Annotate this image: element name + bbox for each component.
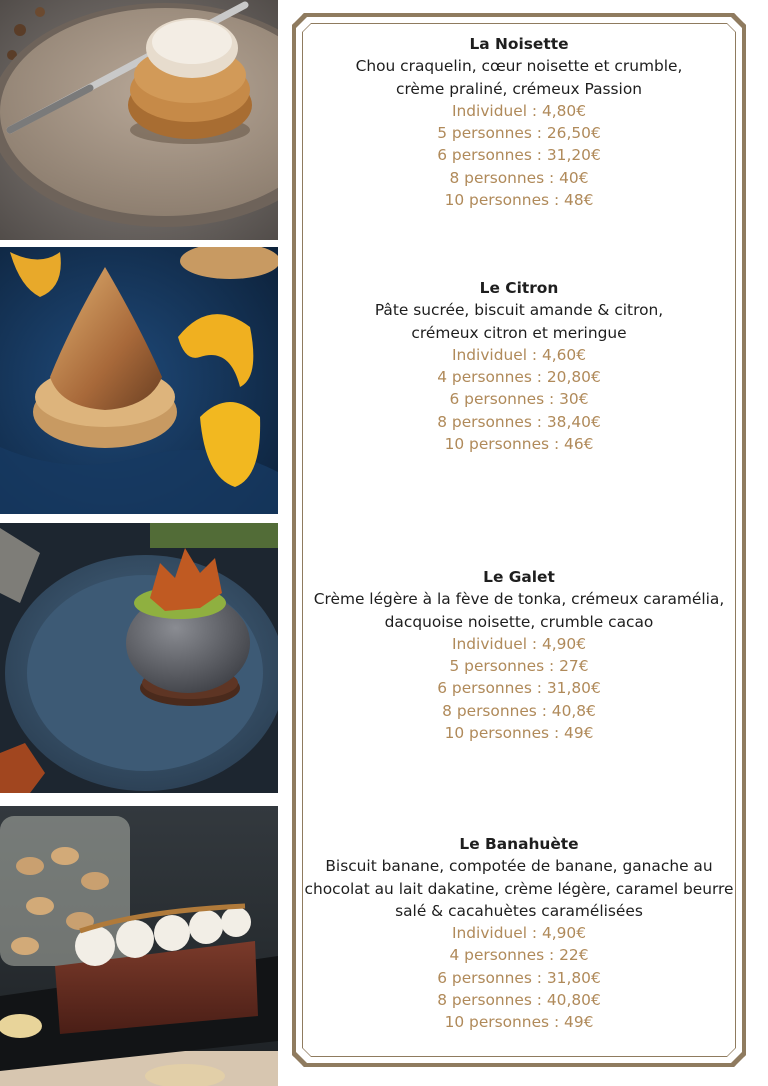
price-line: 5 personnes : 27€: [449, 657, 589, 676]
photo-le-citron: [0, 247, 278, 514]
price-line: 8 personnes : 38,40€: [437, 412, 601, 431]
item-name: Le Galet: [483, 568, 555, 586]
price-line: 4 personnes : 22€: [449, 946, 589, 965]
photo-le-banahuete: [0, 806, 278, 1086]
price-line: 6 personnes : 31,20€: [437, 146, 601, 165]
menu-item-le-banahuete: [300, 833, 738, 1034]
item-description-line: salé & cacahuètes caramélisées: [395, 901, 643, 920]
price-line: 6 personnes : 31,80€: [437, 968, 601, 987]
item-description-line: chocolat au lait dakatine, crème légère, caramel beurre: [304, 879, 734, 898]
menu-item-le-galet: [300, 566, 738, 744]
price-line: 6 personnes : 30€: [449, 390, 589, 409]
price-line: 10 personnes : 48€: [444, 191, 594, 210]
item-description-line: Biscuit banane, compotée de banane, ganache au: [325, 857, 713, 876]
photo-column: [0, 0, 278, 1086]
item-description-line: Chou craquelin, cœur noisette et crumble,: [355, 57, 683, 76]
item-description-line: Crème légère à la fève de tonka, crémeux caramélia,: [313, 590, 725, 609]
item-description-line: Pâte sucrée, biscuit amande & citron,: [374, 301, 664, 320]
item-description-line: crème praliné, crémeux Passion: [395, 79, 642, 98]
photo-la-noisette: [0, 0, 278, 240]
item-description-line: crémeux citron et meringue: [411, 323, 627, 342]
price-line: 8 personnes : 40€: [449, 168, 589, 187]
price-line: Individuel : 4,60€: [451, 345, 587, 364]
price-line: 6 personnes : 31,80€: [437, 679, 601, 698]
menu-item-la-noisette: [300, 33, 738, 211]
price-line: 8 personnes : 40,80€: [437, 991, 601, 1010]
price-line: Individuel : 4,90€: [451, 634, 587, 653]
price-line: 5 personnes : 26,50€: [437, 124, 601, 143]
menu-item-le-citron: [300, 277, 738, 455]
price-line: 10 personnes : 49€: [444, 1013, 594, 1032]
item-description-line: dacquoise noisette, crumble cacao: [384, 612, 654, 631]
price-line: 4 personnes : 20,80€: [437, 368, 601, 387]
price-line: Individuel : 4,90€: [451, 924, 587, 943]
item-name: La Noisette: [469, 35, 569, 53]
item-name: Le Citron: [479, 279, 559, 297]
price-line: 10 personnes : 46€: [444, 435, 594, 454]
item-name: Le Banahuète: [459, 835, 579, 853]
photo-le-galet: [0, 523, 278, 793]
price-line: 8 personnes : 40,8€: [442, 701, 596, 720]
price-line: 10 personnes : 49€: [444, 724, 594, 743]
price-line: Individuel : 4,80€: [451, 101, 587, 120]
